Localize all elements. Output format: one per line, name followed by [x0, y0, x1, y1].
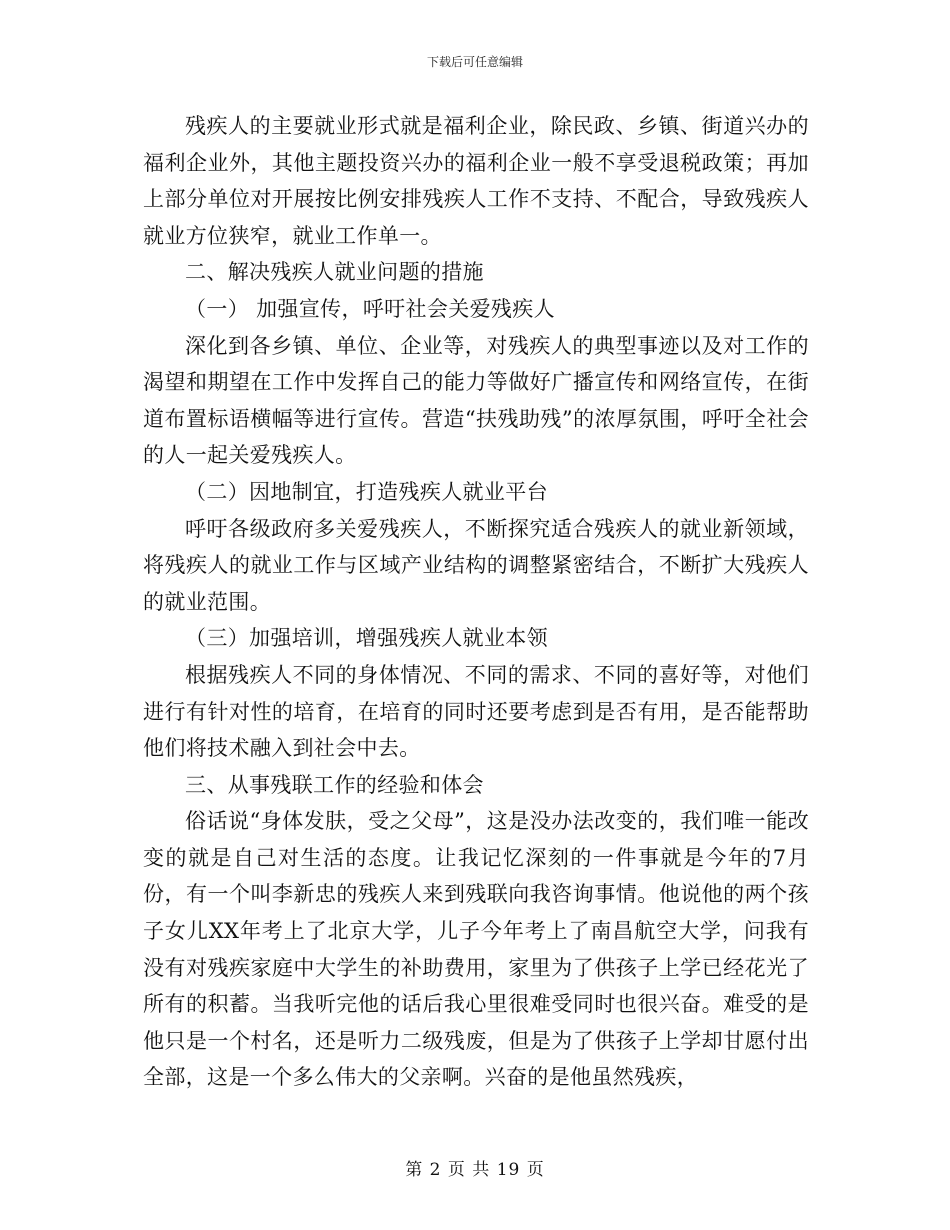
- paragraph-employment-forms: 残疾人的主要就业形式就是福利企业，除民政、乡镇、街道兴办的福利企业外，其他主题投资兴办的福利企业一般不享受退税政策；再加上部分单位对开展按比例安排残疾人工作不支持、不配合，导致残疾人就业方位狭窄，就业工作单一。: [143, 114, 809, 248]
- paragraph-experience: 俗话说“身体发肤，受之父母”，这是没办法改变的，我们唯一能改变的就是自己对生活的态度。让我记忆深刻的一件事就是今年的7月份，有一个叫李新忠的残疾人来到残联向我咨询事情。他说他的两个孩子女儿XX年考上了北京大学，儿子今年考上了南昌航空大学，问我有没有对残疾家庭中大学生的补助费用，家里为了供孩子上学已经花光了所有的积蓄。当我听完他的话后我心里很难受同时也很兴奋。难受的是他只是一个村名，还是听力二级残废，但是为了供孩子上学却甘愿付出全部，这是一个多么伟大的父亲啊。兴奋的是他虽然残疾，: [143, 809, 809, 1090]
- heading-section-three: 三、从事残联工作的经验和体会: [185, 772, 484, 797]
- page-number-footer: 第 2 页 共 19 页: [405, 1160, 545, 1180]
- paragraph-training: 根据残疾人不同的身体情况、不同的需求、不同的喜好等，对他们进行有针对性的培育，在培育的同时还要考虑到是否有用，是否能帮助他们将技术融入到社会中去。: [143, 662, 809, 761]
- document-body: [143, 108, 809, 1096]
- heading-subsection-three: （三）加强培训，增强残疾人就业本领: [185, 626, 548, 651]
- paragraph-employment-platform: 呼吁各级政府多关爱残疾人，不断探究适合残疾人的就业新领域，将残疾人的就业工作与区域产业结构的调整紧密结合，不断扩大残疾人的就业范围。: [143, 516, 809, 614]
- heading-subsection-two: （二）因地制宜，打造残疾人就业平台: [185, 479, 548, 504]
- heading-section-two: 二、解决残疾人就业问题的措施: [185, 260, 484, 285]
- heading-subsection-one: （一） 加强宣传，呼吁社会关爱残疾人: [185, 296, 555, 321]
- paragraph-publicity: 深化到各乡镇、单位、企业等，对残疾人的典型事迹以及对工作的渴望和期望在工作中发挥自己的能力等做好广播宣传和网络宣传，在街道布置标语横幅等进行宣传。营造“扶残助残”的浓厚氛围，呼吁全社会的人一起关爱残疾人。: [143, 333, 809, 468]
- page-header: 下载后可任意编辑: [426, 55, 523, 69]
